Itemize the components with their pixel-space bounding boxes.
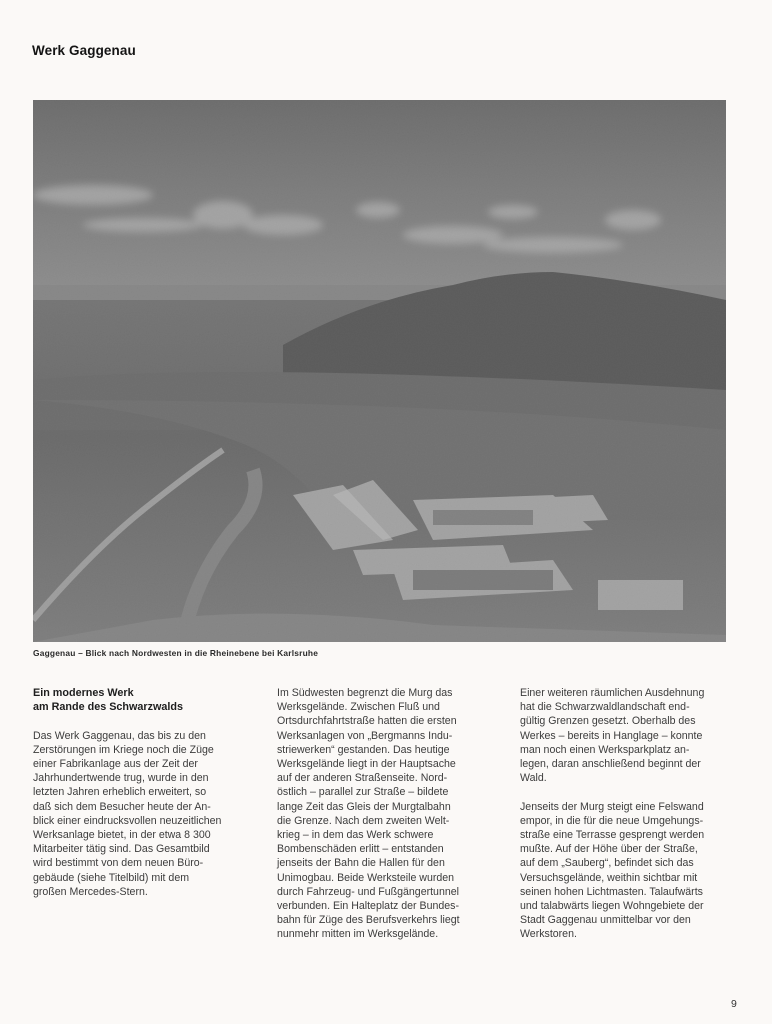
aerial-photo (33, 100, 726, 642)
aerial-photo-illustration (33, 100, 726, 642)
paragraph: Jenseits der Murg steigt eine Felswand empor, in die für die neue Umgehungs- straße eine Terrasse gesprengt werden mußte. Auf der Höhe über der Straße, auf dem „Sauberg“, befindet sich das Versuchsgelände, weithin sichtbar mit seinen hohen Lichtmasten. Talaufwärts und talabwärts liegen Wohngebiete der Stadt Gaggenau unmittelbar vor den Werkstoren. (520, 800, 705, 941)
article-column-1 (33, 686, 265, 913)
article-column-3 (520, 686, 752, 956)
page-number: 9 (731, 998, 737, 1010)
page-title: Werk Gaggenau (32, 43, 136, 58)
photo-caption: Gaggenau – Blick nach Nordwesten in die Rheinebene bei Karlsruhe (33, 648, 319, 658)
paragraph: Im Südwesten begrenzt die Murg das Werksgelände. Zwischen Fluß und Ortsdurchfahrtstraße hatten die ersten Werksanlagen von „Bergmanns Indu- striewerken“ gestanden. Das heutige Werksgelände liegt in der Hauptsache auf der anderen Straßenseite. Nord- östlich – parallel zur Straße – bildete lange Zeit das Gleis der Murgtalbahn die Grenze. Nach dem zweiten Welt- krieg – in dem das Werk schwere Bombenschäden erlitt – entstanden jenseits der Bahn die Hallen für den Unimogbau. Beide Werksteile wurden durch Fahrzeug- und Fußgängertunnel verbunden. Ein Halteplatz der Bundes- bahn für Züge des Berufsverkehrs liegt nunmehr mitten im Werksgelände. (277, 687, 460, 941)
paragraph: Einer weiteren räumlichen Ausdehnung hat die Schwarzwaldlandschaft end- gültig Grenzen gesetzt. Oberhalb des Werkes – bereits in Hanglage – konnte man noch einen Werksparkplatz an- legen, daran anschließend beginnt der Wald. (520, 687, 705, 785)
section-heading: Ein modernes Werk am Rande des Schwarzwalds (33, 687, 184, 714)
paragraph: Das Werk Gaggenau, das bis zu den Zerstörungen im Kriege noch die Züge einer Fabrikanlage aus der Zeit der Jahrhundertwende trug, wurde in den letzten Jahren erheblich erweitert, so daß sich dem Besucher heute der An- blick einer eindrucksvollen neuzeitlichen Werksanlage bietet, in der etwa 8 300 Mitarbeiter tätig sind. Das Gesamtbild wird bestimmt von dem neuen Büro- gebäude (siehe Titelbild) mit dem großen Mercedes-Stern. (33, 729, 222, 898)
article-column-2 (277, 686, 509, 956)
